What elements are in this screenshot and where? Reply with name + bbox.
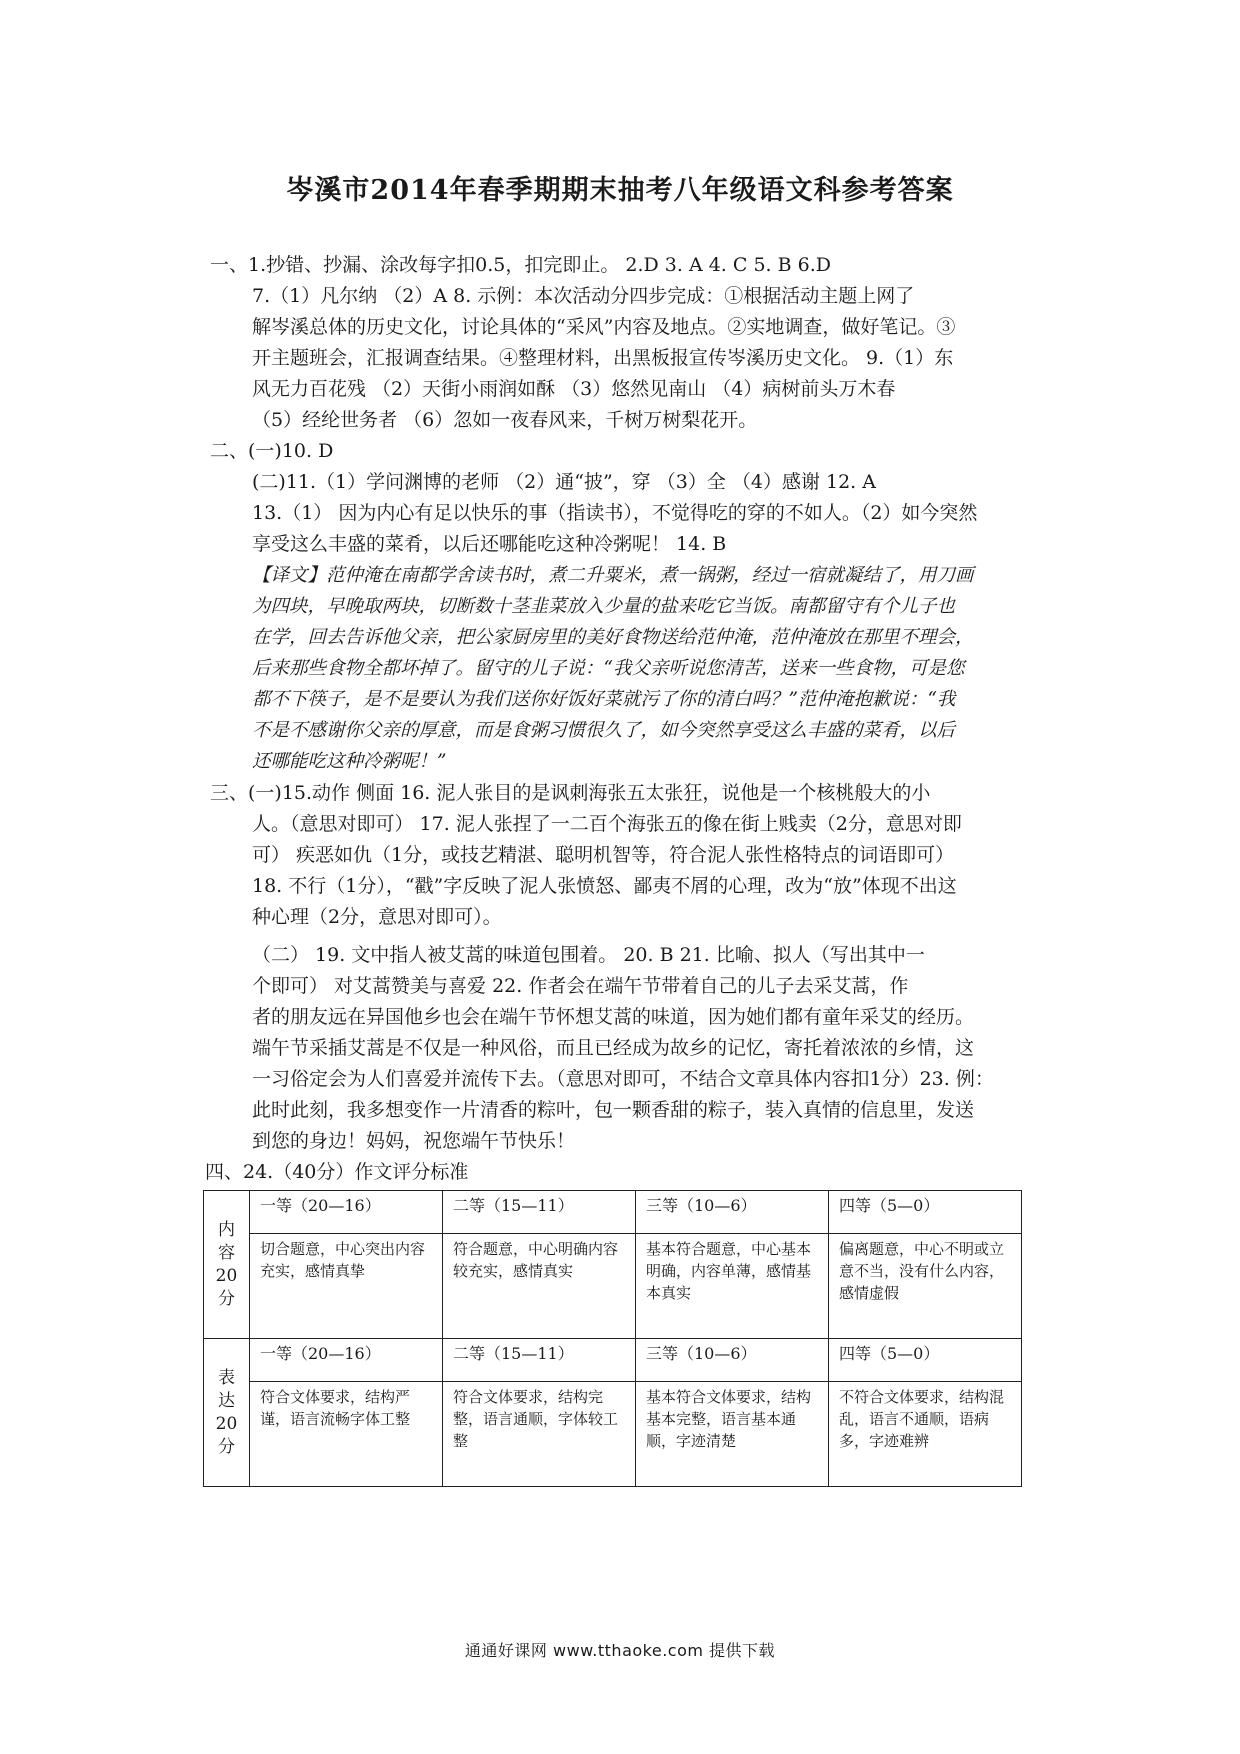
essay-rubric-table xyxy=(203,1190,1022,1487)
answer-line: 风无力百花残 （2）天街小雨润如酥 （3）悠然见南山 （4）病树前头万木春 xyxy=(252,378,896,400)
answer-line: 18. 不行（1分），“戳”字反映了泥人张愤怒、鄙夷不屑的心理，改为“放”体现不出这 xyxy=(252,875,957,897)
rubric-row-expression-levels xyxy=(204,1339,1022,1382)
answer-line: 7.（1）凡尔纳 （2）A 8. 示例：本次活动分四步完成：①根据活动主题上网了 xyxy=(252,285,915,307)
answer-line: 13.（1） 因为内心有足以快乐的事（指读书），不觉得吃的穿的不如人。（2）如今突然 xyxy=(252,502,978,524)
rubric-level: 三等（10—6） xyxy=(636,1339,829,1382)
translation-line: 都不下筷子，是不是要认为我们送你好饭好菜就污了你的清白吗？”范仲淹抱歉说：“我 xyxy=(252,689,956,710)
rubric-description: 符合文体要求，结构严谨，语言流畅字体工整 xyxy=(250,1382,443,1487)
answer-line: 到您的身边！妈妈，祝您端午节快乐！ xyxy=(252,1130,576,1152)
answer-line: 人。（意思对即可） 17. 泥人张捏了一二百个海张五的像在街上贱卖（2分，意思对即 xyxy=(252,813,962,835)
translation-line: 还哪能吃这种冷粥呢！” xyxy=(252,751,447,772)
answer-line: 此时此刻，我多想变作一片清香的粽叶，包一颗香甜的粽子，装入真情的信息里，发送 xyxy=(252,1099,975,1121)
footer-credit: 通通好课网 www.tthaoke.com 提供下载 xyxy=(464,1641,776,1660)
answer-line: 一、1.抄错、抄漏、涂改每字扣0.5，扣完即止。 2.D 3. A 4. C 5. B 6.D xyxy=(210,254,831,276)
rubric-level: 一等（20—16） xyxy=(250,1191,443,1234)
rubric-heading: 四、24.（40分）作文评分标准 xyxy=(205,1161,469,1183)
rubric-category-content xyxy=(204,1191,250,1339)
rubric-level: 二等（15—11） xyxy=(443,1191,636,1234)
answer-line: 可） 疾恶如仇（1分，或技艺精湛、聪明机智等，符合泥人张性格特点的词语即可） xyxy=(252,844,955,866)
rubric-description: 基本符合文体要求，结构基本完整，语言基本通顺，字迹清楚 xyxy=(636,1382,829,1487)
rubric-category-label: 内容20分 xyxy=(215,1219,238,1309)
translation-line: 后来那些食物全都坏掉了。留守的儿子说：“我父亲听说您清苦，送来一些食物，可是您 xyxy=(252,658,965,679)
answer-line: （5）经纶世务者 （6）忽如一夜春风来，千树万树梨花开。 xyxy=(252,409,758,431)
rubric-category-label: 表达20分 xyxy=(215,1367,238,1457)
answer-line: 二、(一)10. D xyxy=(210,440,334,462)
answer-line: (二)11.（1）学问渊博的老师 （2）通“披”，穿 （3）全 （4）感谢 12. A xyxy=(252,471,876,493)
answer-line: 解岑溪总体的历史文化，讨论具体的“采风”内容及地点。②实地调查，做好笔记。③ xyxy=(252,316,956,338)
answer-line: 开主题班会，汇报调查结果。④整理材料，出黑板报宣传岑溪历史文化。 9.（1）东 xyxy=(252,347,954,369)
answer-line: 者的朋友远在异国他乡也会在端午节怀想艾蒿的味道，因为她们都有童年采艾的经历。 xyxy=(252,1006,975,1028)
rubric-row-expression-descriptions xyxy=(204,1382,1022,1487)
answer-line: （二） 19. 文中指人被艾蒿的味道包围着。 20. B 21. 比喻、拟人（写出其中一 xyxy=(252,944,925,966)
rubric-level: 二等（15—11） xyxy=(443,1339,636,1382)
rubric-level: 一等（20—16） xyxy=(250,1339,443,1382)
rubric-description: 基本符合题意，中心基本明确，内容单薄，感情基本真实 xyxy=(636,1234,829,1339)
rubric-level: 四等（5—0） xyxy=(829,1191,1022,1234)
answer-line: 端午节采插艾蒿是不仅是一种风俗，而且已经成为故乡的记忆，寄托着浓浓的乡情，这 xyxy=(252,1037,975,1059)
answer-line: 种心理（2分，意思对即可）。 xyxy=(252,906,502,928)
rubric-level: 三等（10—6） xyxy=(636,1191,829,1234)
rubric-description: 符合文体要求，结构完整，语言通顺，字体较工整 xyxy=(443,1382,636,1487)
rubric-category-expression xyxy=(204,1339,250,1487)
rubric-level: 四等（5—0） xyxy=(829,1339,1022,1382)
translation-line: 在学，回去告诉他父亲，把公家厨房里的美好食物送给范仲淹，范仲淹放在那里不理会， xyxy=(252,627,974,648)
rubric-description: 切合题意，中心突出内容充实，感情真挚 xyxy=(250,1234,443,1339)
rubric-description: 符合题意，中心明确内容较充实，感情真实 xyxy=(443,1234,636,1339)
rubric-row-content-levels xyxy=(204,1191,1022,1234)
translation-line: 为四块，早晚取两块，切断数十茎韭菜放入少量的盐来吃它当饭。南都留守有个儿子也 xyxy=(252,596,956,617)
answer-line: 一习俗定会为人们喜爱并流传下去。（意思对即可，不结合文章具体内容扣1分）23. 例： xyxy=(252,1068,994,1090)
rubric-description: 不符合文体要求，结构混乱，语言不通顺，语病多，字迹难辨 xyxy=(829,1382,1022,1487)
answer-line: 个即可） 对艾蒿赞美与喜爱 22. 作者会在端午节带着自己的儿子去采艾蒿，作 xyxy=(252,975,909,997)
translation-line: 【译文】范仲淹在南都学舍读书时，煮二升粟米，煮一锅粥，经过一宿就凝结了，用刀画 xyxy=(252,565,974,586)
answer-line: 三、(一)15.动作 侧面 16. 泥人张目的是讽刺海张五太张狂，说他是一个核桃般大的小 xyxy=(210,782,931,804)
answer-line: 享受这么丰盛的菜肴，以后还哪能吃这种冷粥呢！ 14. B xyxy=(252,533,727,555)
page-title: 岑溪市2014年春季期期末抽考八年级语文科参考答案 xyxy=(286,175,954,206)
translation-line: 不是不感谢你父亲的厚意，而是食粥习惯很久了，如今突然享受这么丰盛的菜肴，以后 xyxy=(252,720,956,741)
rubric-row-content-descriptions xyxy=(204,1234,1022,1339)
rubric-description: 偏离题意，中心不明或立意不当，没有什么内容，感情虚假 xyxy=(829,1234,1022,1339)
